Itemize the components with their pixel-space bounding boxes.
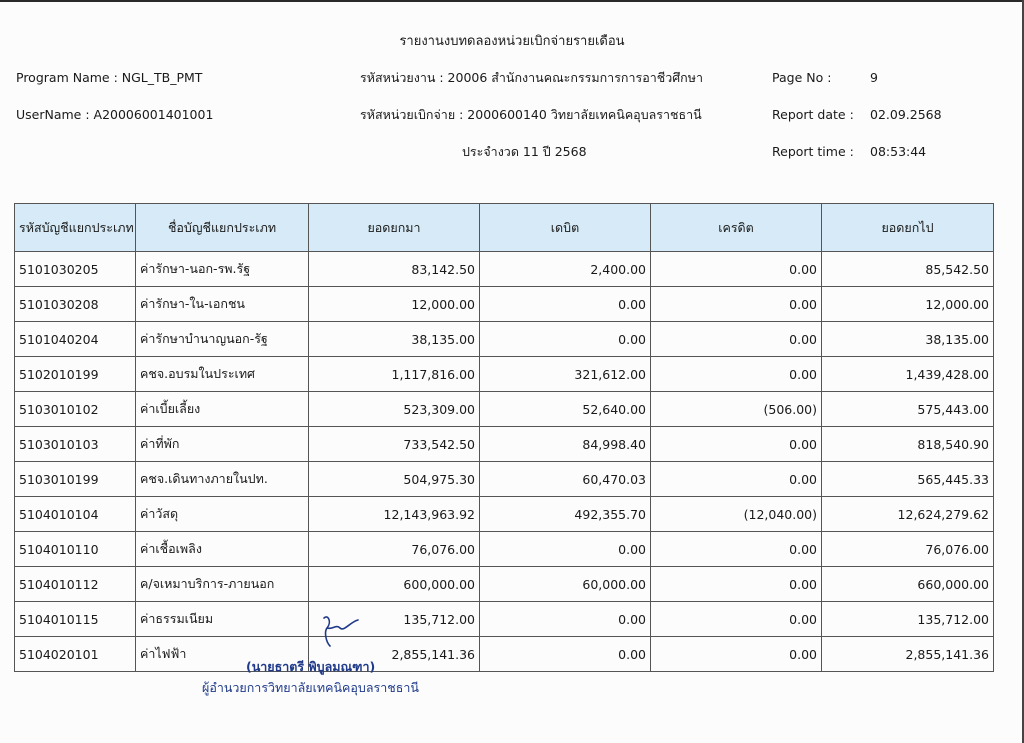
column-header-account-code: รหัสบัญชีแยกประเภท (15, 204, 136, 252)
table-row (15, 637, 994, 672)
cell-opening-balance: 76,076.00 (309, 532, 480, 567)
cell-credit: 0.00 (651, 637, 822, 672)
agency-code: รหัสหน่วยงาน : 20006 สำนักงานคณะกรรมการการอาชีวศึกษา (360, 70, 704, 85)
cell-account-code: 5103010102 (15, 392, 136, 427)
cell-closing-balance: 12,624,279.62 (822, 497, 994, 532)
cell-debit: 60,470.03 (480, 462, 651, 497)
cell-credit: 0.00 (651, 322, 822, 357)
cell-credit: 0.00 (651, 602, 822, 637)
cell-account-name: ค/จเหมาบริการ-ภายนอก (136, 567, 309, 602)
cell-credit: 0.00 (651, 427, 822, 462)
cell-closing-balance: 76,076.00 (822, 532, 994, 567)
cell-account-name: ค่าไฟฟ้า (136, 637, 309, 672)
table-row (15, 322, 994, 357)
cell-account-name: ค่าที่พัก (136, 427, 309, 462)
table-row (15, 357, 994, 392)
cell-account-code: 5103010199 (15, 462, 136, 497)
table-row (15, 287, 994, 322)
cell-account-code: 5101030205 (15, 252, 136, 287)
cell-account-name: ค่ารักษาบำนาญนอก-รัฐ (136, 322, 309, 357)
cell-account-code: 5101040204 (15, 322, 136, 357)
cell-closing-balance: 818,540.90 (822, 427, 994, 462)
cell-account-name: ค่าธรรมเนียม (136, 602, 309, 637)
report-period: ประจำงวด 11 ปี 2568 (462, 144, 587, 159)
table-row (15, 567, 994, 602)
table-row (15, 427, 994, 462)
cell-account-name: ค่ารักษา-นอก-รพ.รัฐ (136, 252, 309, 287)
cell-account-name: คชจ.เดินทางภายในปท. (136, 462, 309, 497)
cell-account-code: 5104020101 (15, 637, 136, 672)
cell-debit: 84,998.40 (480, 427, 651, 462)
cell-account-code: 5104010104 (15, 497, 136, 532)
handwritten-signature (318, 612, 362, 650)
cell-closing-balance: 1,439,428.00 (822, 357, 994, 392)
cell-account-name: ค่ารักษา-ใน-เอกชน (136, 287, 309, 322)
program-name: Program Name : NGL_TB_PMT (16, 70, 203, 85)
cell-debit: 60,000.00 (480, 567, 651, 602)
cell-account-name: ค่าเชื้อเพลิง (136, 532, 309, 567)
signer-name: (นายธาตรี พิบูลมณฑา) (246, 659, 376, 674)
cell-opening-balance: 2,855,141.36 (309, 637, 480, 672)
table-body (15, 252, 994, 672)
cell-account-name: คชจ.อบรมในประเทศ (136, 357, 309, 392)
cell-credit: 0.00 (651, 462, 822, 497)
cell-opening-balance: 600,000.00 (309, 567, 480, 602)
page-number-label: Page No : (772, 70, 832, 85)
table-row (15, 532, 994, 567)
cell-opening-balance: 523,309.00 (309, 392, 480, 427)
cell-closing-balance: 2,855,141.36 (822, 637, 994, 672)
cell-credit: (506.00) (651, 392, 822, 427)
cell-opening-balance: 38,135.00 (309, 322, 480, 357)
column-header-closing-balance: ยอดยกไป (822, 204, 994, 252)
column-header-debit: เดบิต (480, 204, 651, 252)
cell-opening-balance: 12,143,963.92 (309, 497, 480, 532)
table-row (15, 497, 994, 532)
cell-debit: 0.00 (480, 532, 651, 567)
user-name: UserName : A20006001401001 (16, 107, 214, 122)
signer-title: ผู้อำนวยการวิทยาลัยเทคนิคอุบลราชธานี (202, 680, 419, 695)
cell-debit: 0.00 (480, 287, 651, 322)
cell-account-code: 5104010115 (15, 602, 136, 637)
column-header-opening-balance: ยอดยกมา (309, 204, 480, 252)
cell-opening-balance: 733,542.50 (309, 427, 480, 462)
cell-account-name: ค่าเบี้ยเลี้ยง (136, 392, 309, 427)
cell-closing-balance: 660,000.00 (822, 567, 994, 602)
report-time-label: Report time : (772, 144, 854, 159)
cell-credit: 0.00 (651, 567, 822, 602)
cell-opening-balance: 504,975.30 (309, 462, 480, 497)
table-header-row (15, 204, 994, 252)
cell-debit: 2,400.00 (480, 252, 651, 287)
cell-debit: 52,640.00 (480, 392, 651, 427)
cell-debit: 0.00 (480, 637, 651, 672)
page-number-value: 9 (870, 70, 878, 85)
table-row (15, 252, 994, 287)
cell-account-name: ค่าวัสดุ (136, 497, 309, 532)
cell-closing-balance: 85,542.50 (822, 252, 994, 287)
column-header-credit: เครดิต (651, 204, 822, 252)
table-row (15, 392, 994, 427)
column-header-account-name: ชื่อบัญชีแยกประเภท (136, 204, 309, 252)
report-time-value: 08:53:44 (870, 144, 927, 159)
cell-debit: 492,355.70 (480, 497, 651, 532)
cell-debit: 0.00 (480, 602, 651, 637)
report-title: รายงานงบทดลองหน่วยเบิกจ่ายรายเดือน (399, 34, 625, 49)
cell-account-code: 5101030208 (15, 287, 136, 322)
cell-closing-balance: 38,135.00 (822, 322, 994, 357)
cell-credit: 0.00 (651, 252, 822, 287)
cell-opening-balance: 1,117,816.00 (309, 357, 480, 392)
cell-credit: (12,040.00) (651, 497, 822, 532)
report-date-label: Report date : (772, 107, 854, 122)
top-edge-line (0, 0, 1024, 2)
cell-account-code: 5102010199 (15, 357, 136, 392)
cell-opening-balance: 83,142.50 (309, 252, 480, 287)
table-row (15, 602, 994, 637)
cell-closing-balance: 575,443.00 (822, 392, 994, 427)
trial-balance-table (14, 203, 994, 672)
disbursing-unit: รหัสหน่วยเบิกจ่าย : 2000600140 วิทยาลัยเทคนิคอุบลราชธานี (360, 107, 702, 122)
cell-opening-balance: 12,000.00 (309, 287, 480, 322)
cell-credit: 0.00 (651, 287, 822, 322)
cell-debit: 0.00 (480, 322, 651, 357)
report-date-value: 02.09.2568 (870, 107, 942, 122)
cell-closing-balance: 12,000.00 (822, 287, 994, 322)
cell-opening-balance: 135,712.00 (309, 602, 480, 637)
cell-closing-balance: 135,712.00 (822, 602, 994, 637)
cell-credit: 0.00 (651, 532, 822, 567)
cell-debit: 321,612.00 (480, 357, 651, 392)
cell-closing-balance: 565,445.33 (822, 462, 994, 497)
cell-account-code: 5104010112 (15, 567, 136, 602)
cell-account-code: 5104010110 (15, 532, 136, 567)
cell-credit: 0.00 (651, 357, 822, 392)
cell-account-code: 5103010103 (15, 427, 136, 462)
table-row (15, 462, 994, 497)
